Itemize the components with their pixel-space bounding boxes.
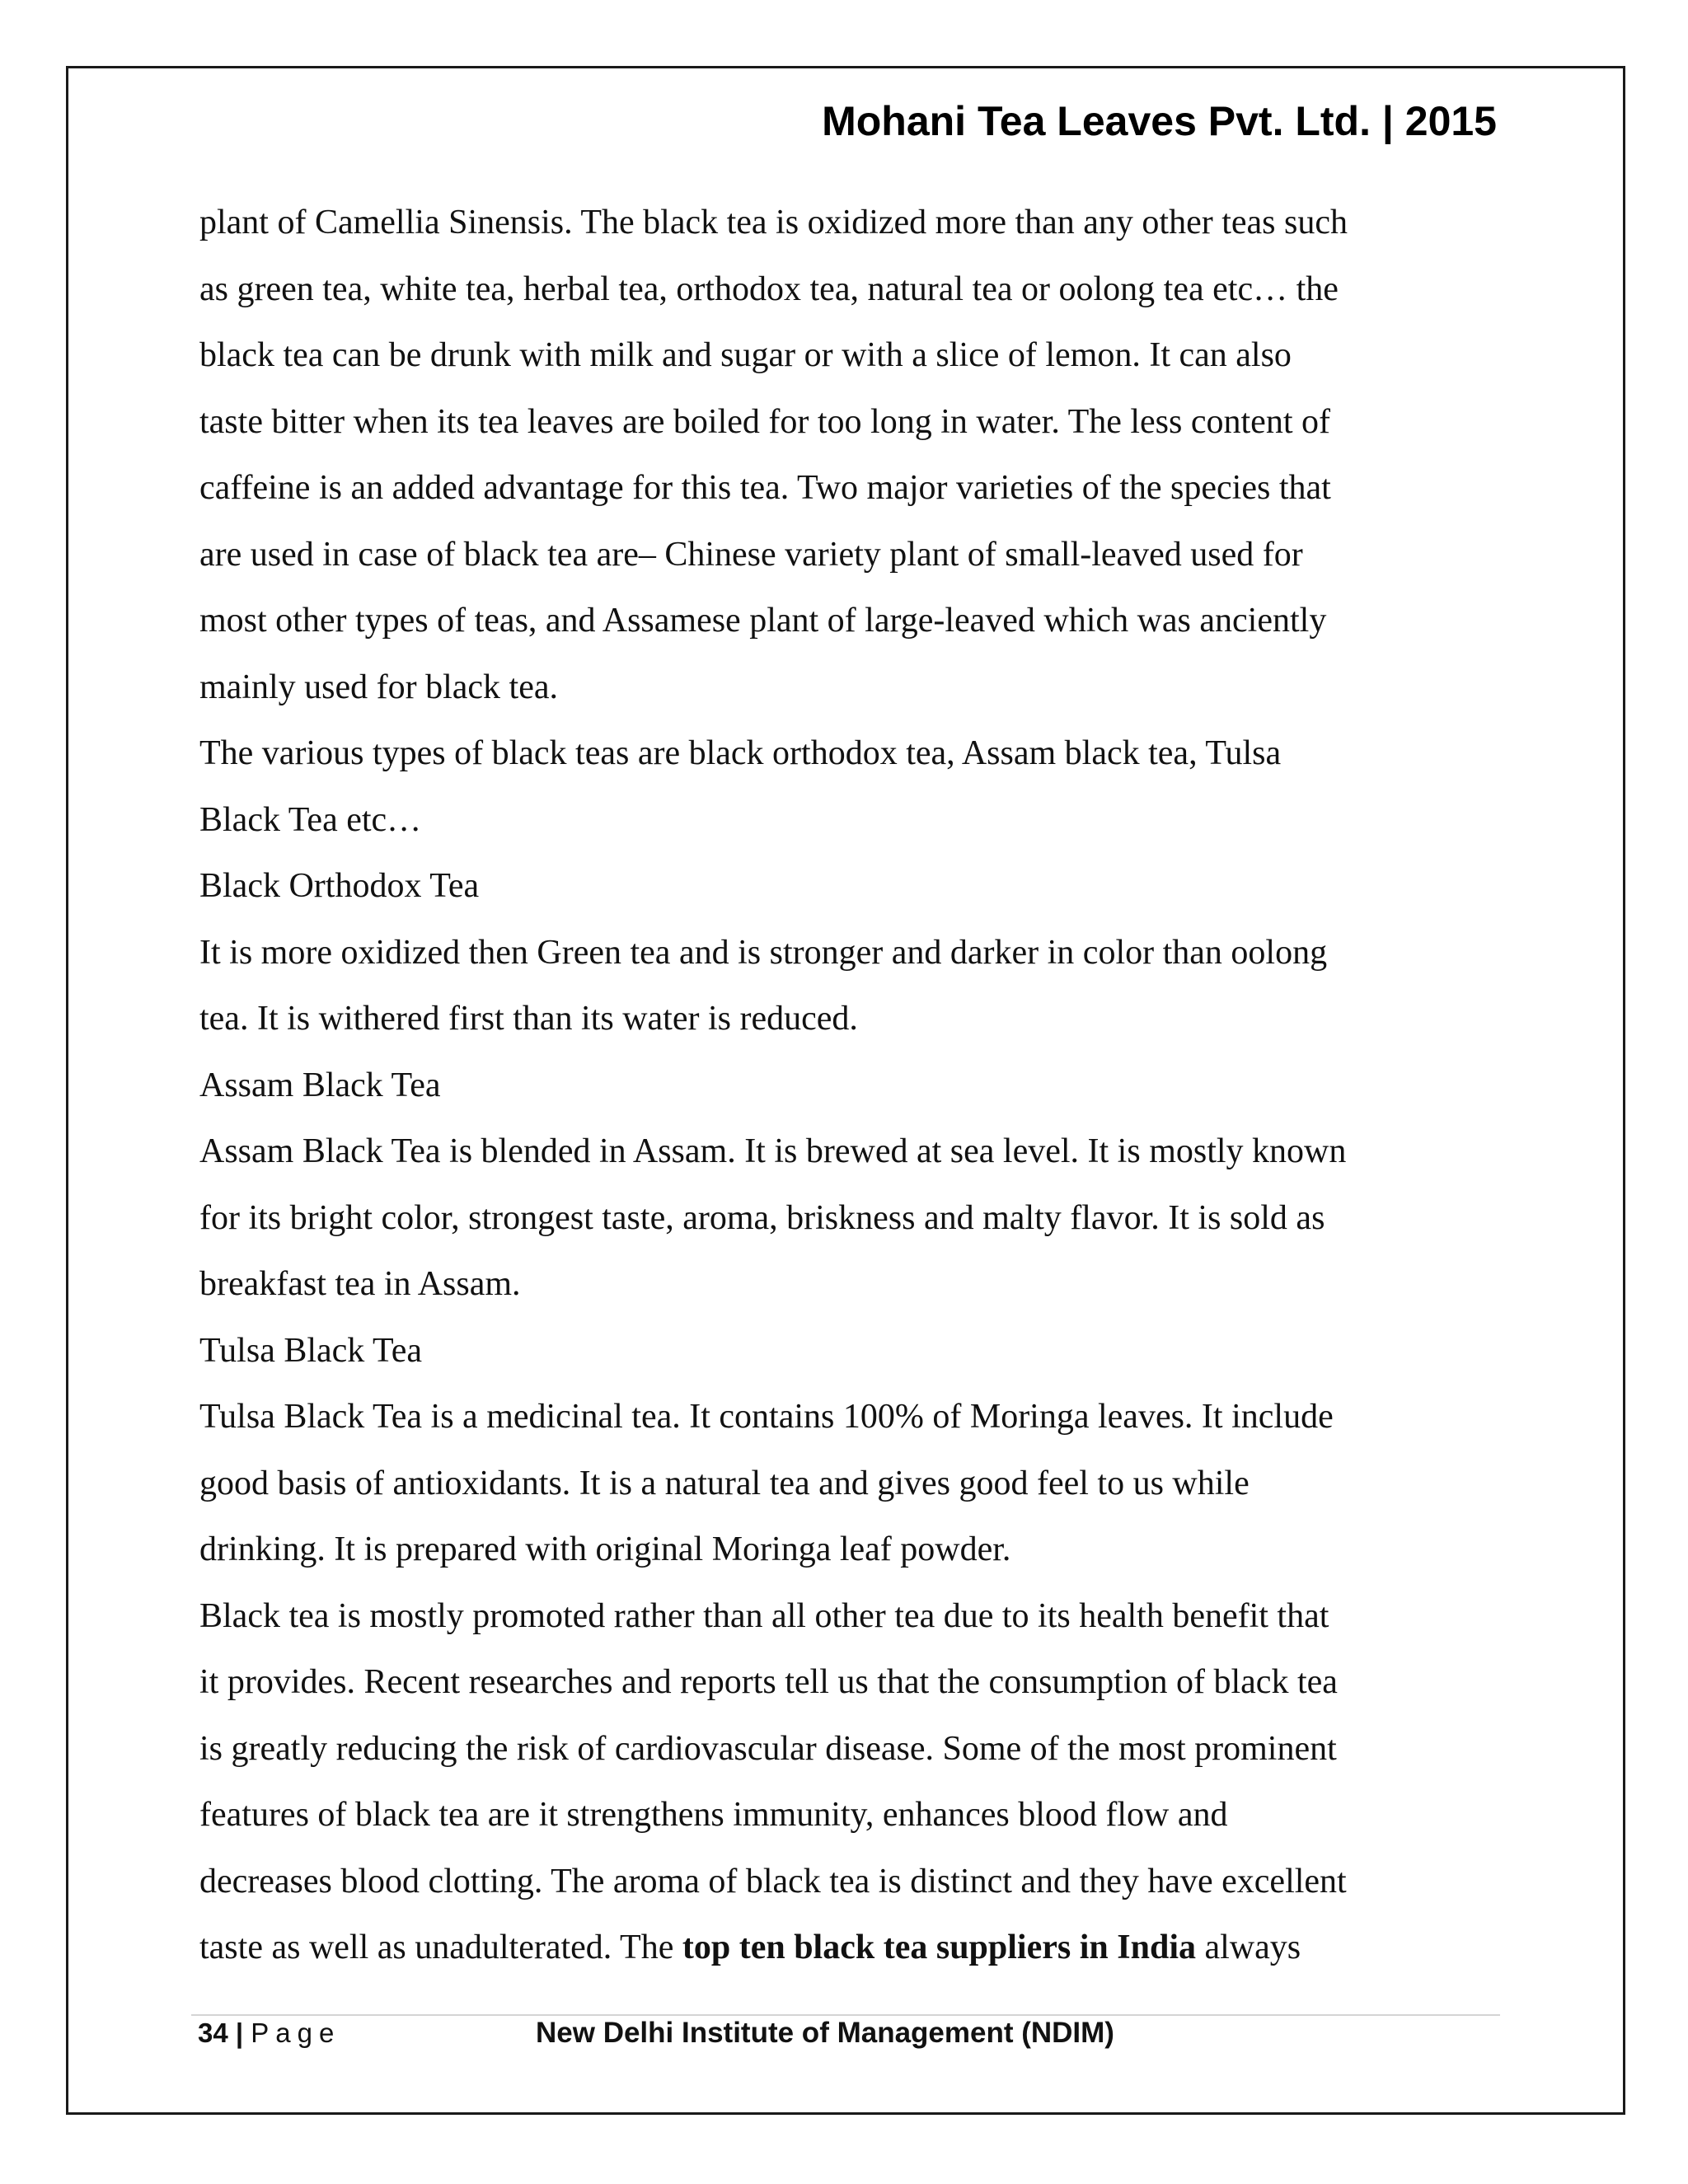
body-line: tea. It is withered first than its water is reduced. [199, 1000, 858, 1038]
body-line: it provides. Recent researches and reports tell us that the consumption of black tea [199, 1663, 1338, 1701]
footer-divider [191, 2014, 1500, 2016]
body-line: is greatly reducing the risk of cardiovascular disease. Some of the most prominent [199, 1729, 1337, 1768]
body-line: for its bright color, strongest taste, aroma, briskness and malty flavor. It is sold as [199, 1198, 1325, 1237]
footer-page-number [198, 2018, 340, 2049]
bold-keyword-link: top ten black tea suppliers in India [682, 1929, 1196, 1966]
last-line-tail: always [1196, 1929, 1301, 1966]
body-line: Black Tea etc… [199, 800, 422, 839]
body-line: features of black tea are it strengthens immunity, enhances blood flow and [199, 1796, 1228, 1834]
section-heading-assam-black-tea: Assam Black Tea [199, 1066, 441, 1104]
section-heading-tulsa-black-tea: Tulsa Black Tea [199, 1331, 423, 1370]
body-line: caffeine is an added advantage for this tea. Two major varieties of the species that [199, 469, 1331, 507]
body-line: Black tea is mostly promoted rather than all other tea due to its health benefit that [199, 1596, 1329, 1635]
page-word: Page [251, 2018, 341, 2048]
footer-institute-name: New Delhi Institute of Management (NDIM) [536, 2017, 1114, 2049]
body-line: decreases blood clotting. The aroma of black tea is distinct and they have excellent [199, 1862, 1347, 1900]
body-line: It is more oxidized then Green tea and is stronger and darker in color than oolong [199, 933, 1328, 972]
body-line: taste bitter when its tea leaves are boiled for too long in water. The less content of [199, 402, 1330, 441]
body-line: are used in case of black tea are– Chinese variety plant of small-leaved used for [199, 535, 1303, 574]
body-line: plant of Camellia Sinensis. The black tea is oxidized more than any other teas such [199, 204, 1348, 241]
body-line: breakfast tea in Assam. [199, 1265, 521, 1303]
body-line: as green tea, white tea, herbal tea, orthodox tea, natural tea or oolong tea etc… the [199, 269, 1339, 308]
body-line: mainly used for black tea. [199, 668, 559, 706]
body-line: black tea can be drunk with milk and sugar or with a slice of lemon. It can also [199, 336, 1292, 374]
body-line: Tulsa Black Tea is a medicinal tea. It contains 100% of Moringa leaves. It include [199, 1398, 1334, 1436]
body-line: The various types of black teas are black orthodox tea, Assam black tea, Tulsa [199, 734, 1282, 772]
body-line: most other types of teas, and Assamese plant of large-leaved which was anciently [199, 602, 1327, 640]
last-line-text: taste as well as unadulterated. The [199, 1929, 682, 1966]
body-line-last [199, 1915, 1502, 1981]
section-heading-black-orthodox-tea: Black Orthodox Tea [199, 867, 480, 905]
body-line: Assam Black Tea is blended in Assam. It is brewed at sea level. It is mostly known [199, 1132, 1347, 1170]
body-line: good basis of antioxidants. It is a natural tea and gives good feel to us while [199, 1464, 1250, 1502]
document-body [199, 190, 1502, 1981]
body-line: drinking. It is prepared with original Moringa leaf powder. [199, 1530, 1011, 1568]
page-number: 34 [198, 2018, 228, 2048]
page-separator: | [227, 2018, 251, 2048]
page-header-title: Mohani Tea Leaves Pvt. Ltd. | 2015 [822, 98, 1497, 144]
